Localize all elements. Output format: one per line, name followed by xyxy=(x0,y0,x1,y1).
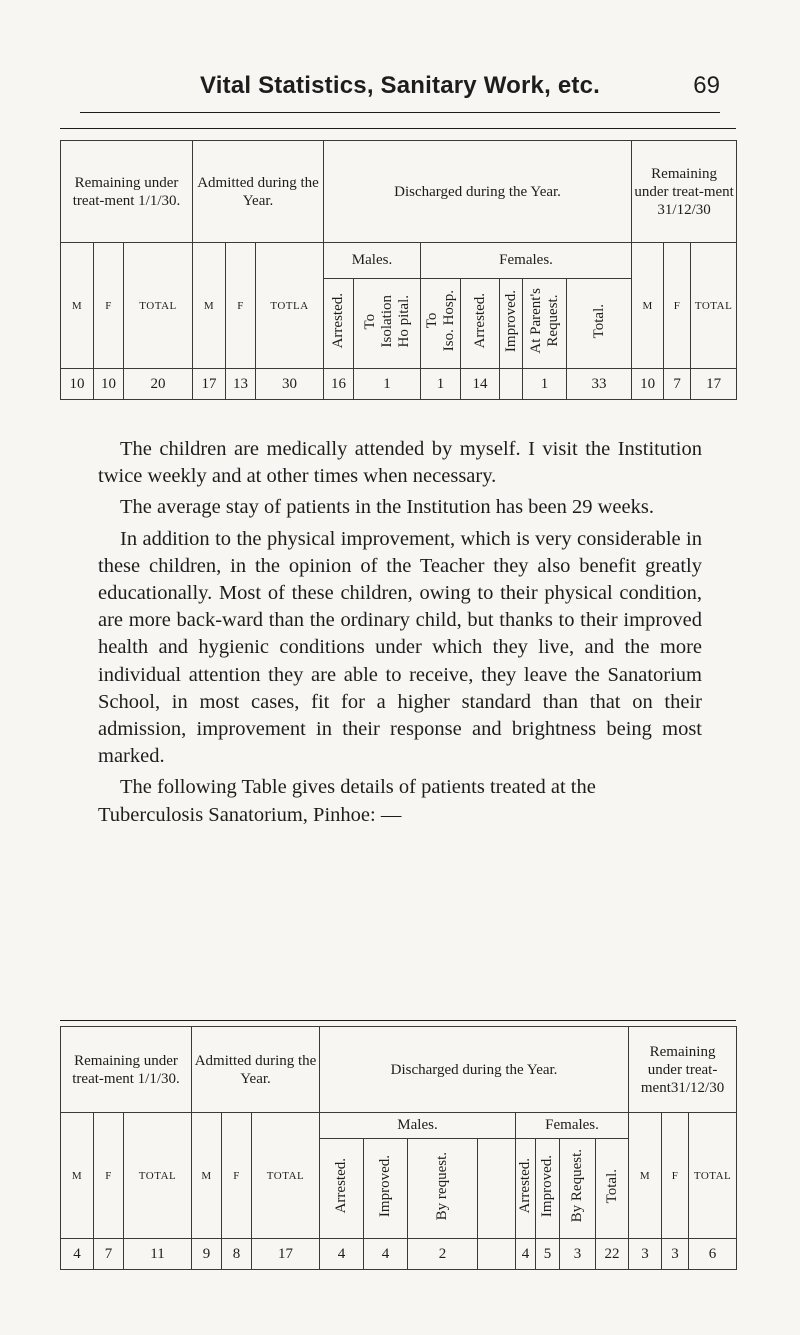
table1-top-rule xyxy=(60,128,736,129)
cell-value: 1 xyxy=(421,369,461,400)
subgroup-females: Females. xyxy=(516,1113,629,1139)
cell-value: 6 xyxy=(689,1239,737,1270)
page-number: 69 xyxy=(693,72,720,99)
subgroup-males: Males. xyxy=(324,243,421,279)
paragraph: The children are medically attended by myself. I visit the Institution twice weekly and at other times when necessary. xyxy=(98,438,702,488)
page-header xyxy=(80,72,720,108)
cell-value: 22 xyxy=(596,1239,629,1270)
col-improved-males: Improved. xyxy=(364,1139,408,1239)
col-m: M xyxy=(193,243,226,369)
col-m: M xyxy=(629,1113,662,1239)
cell-value: 4 xyxy=(364,1239,408,1270)
cell-value: 7 xyxy=(664,369,691,400)
table2-top-rule xyxy=(60,1020,736,1021)
cell-value xyxy=(478,1239,516,1270)
cell-value: 17 xyxy=(691,369,737,400)
col-request-males: By request. xyxy=(408,1139,478,1239)
col-total: TOTAL xyxy=(124,243,193,369)
cell-value: 9 xyxy=(192,1239,222,1270)
col-m: M xyxy=(61,1113,94,1239)
group-discharged: Discharged during the Year. xyxy=(324,141,632,243)
col-request-females: By Request. xyxy=(560,1139,596,1239)
cell-value: 10 xyxy=(632,369,664,400)
col-total-discharged: Total. xyxy=(596,1139,629,1239)
cell-value: 7 xyxy=(94,1239,124,1270)
col-improved-females: Improved. xyxy=(536,1139,560,1239)
cell-value: 10 xyxy=(61,369,94,400)
col-total: TOTAL xyxy=(252,1113,320,1239)
col-f: F xyxy=(222,1113,252,1239)
subgroup-males: Males. xyxy=(320,1113,516,1139)
col-f: F xyxy=(662,1113,689,1239)
cell-value xyxy=(500,369,523,400)
col-f: F xyxy=(664,243,691,369)
col-isolation-hospital-males: To Isolation Ho pital. xyxy=(354,279,421,369)
cell-value: 30 xyxy=(256,369,324,400)
header-rule xyxy=(80,112,720,113)
paragraph: In addition to the physical improvement, which is very considerable in these children, in the opinion of the Teacher they also benefit greatly educationally. Most of these children, owing to their physical condition, are more back-ward than the ordinary child, but thanks to their improved health and hygienic conditions under which they live, and the more individual attention they are able to receive, they leave the Sanatorium School, in most cases, fit for a higher standard than that on their admission, improvement in their response and brightness being most marked. xyxy=(98,527,702,768)
group-discharged: Discharged during the Year. xyxy=(320,1027,629,1113)
col-iso-hosp-females: To Iso. Hosp. xyxy=(421,279,461,369)
col-total-discharged: Total. xyxy=(567,279,632,369)
cell-value: 4 xyxy=(61,1239,94,1270)
cell-value: 17 xyxy=(193,369,226,400)
col-total: TOTAL xyxy=(124,1113,192,1239)
cell-value: 5 xyxy=(536,1239,560,1270)
paragraph: The average stay of patients in the Institution has been 29 weeks. xyxy=(120,496,654,519)
cell-value: 3 xyxy=(629,1239,662,1270)
col-m: M xyxy=(632,243,664,369)
cell-value: 17 xyxy=(252,1239,320,1270)
col-f: F xyxy=(94,1113,124,1239)
cell-value: 16 xyxy=(324,369,354,400)
col-f: F xyxy=(94,243,124,369)
col-arrested-females: Arrested. xyxy=(516,1139,536,1239)
paragraph: The following Table gives details of patients treated at the Tuberculosis Sanatorium, Pinhoe: — xyxy=(98,776,596,826)
col-total: TOTLA xyxy=(256,243,324,369)
group-remaining-start: Remaining under treat-ment 1/1/30. xyxy=(61,141,193,243)
col-arrested-males: Arrested. xyxy=(320,1139,364,1239)
cell-value: 11 xyxy=(124,1239,192,1270)
group-remaining-end: Remaining under treat-ment 31/12/30 xyxy=(632,141,737,243)
col-improved-females: Improved. xyxy=(500,279,523,369)
col-m: M xyxy=(61,243,94,369)
col-arrested-females: Arrested. xyxy=(461,279,500,369)
cell-value: 3 xyxy=(662,1239,689,1270)
col-arrested-males: Arrested. xyxy=(324,279,354,369)
table-sanatorium-school xyxy=(60,140,737,400)
cell-value: 2 xyxy=(408,1239,478,1270)
cell-value: 10 xyxy=(94,369,124,400)
cell-value: 3 xyxy=(560,1239,596,1270)
body-text xyxy=(98,436,702,833)
group-remaining-start: Remaining under treat-ment 1/1/30. xyxy=(61,1027,192,1113)
subgroup-females: Females. xyxy=(421,243,632,279)
cell-value: 14 xyxy=(461,369,500,400)
col-blank-males xyxy=(478,1139,516,1239)
cell-value: 1 xyxy=(354,369,421,400)
col-m: M xyxy=(192,1113,222,1239)
running-title: Vital Statistics, Sanitary Work, etc. xyxy=(199,72,600,99)
table-tuberculosis-sanatorium xyxy=(60,1026,737,1270)
cell-value: 33 xyxy=(567,369,632,400)
col-total: TOTAL xyxy=(689,1113,737,1239)
col-f: F xyxy=(226,243,256,369)
cell-value: 8 xyxy=(222,1239,252,1270)
cell-value: 1 xyxy=(523,369,567,400)
group-remaining-end: Remaining under treat-ment31/12/30 xyxy=(629,1027,737,1113)
col-parents-request: At Parent's Request. xyxy=(523,279,567,369)
group-admitted: Admitted during the Year. xyxy=(192,1027,320,1113)
cell-value: 13 xyxy=(226,369,256,400)
cell-value: 20 xyxy=(124,369,193,400)
cell-value: 4 xyxy=(516,1239,536,1270)
group-admitted: Admitted during the Year. xyxy=(193,141,324,243)
cell-value: 4 xyxy=(320,1239,364,1270)
col-total: TOTAL xyxy=(691,243,737,369)
